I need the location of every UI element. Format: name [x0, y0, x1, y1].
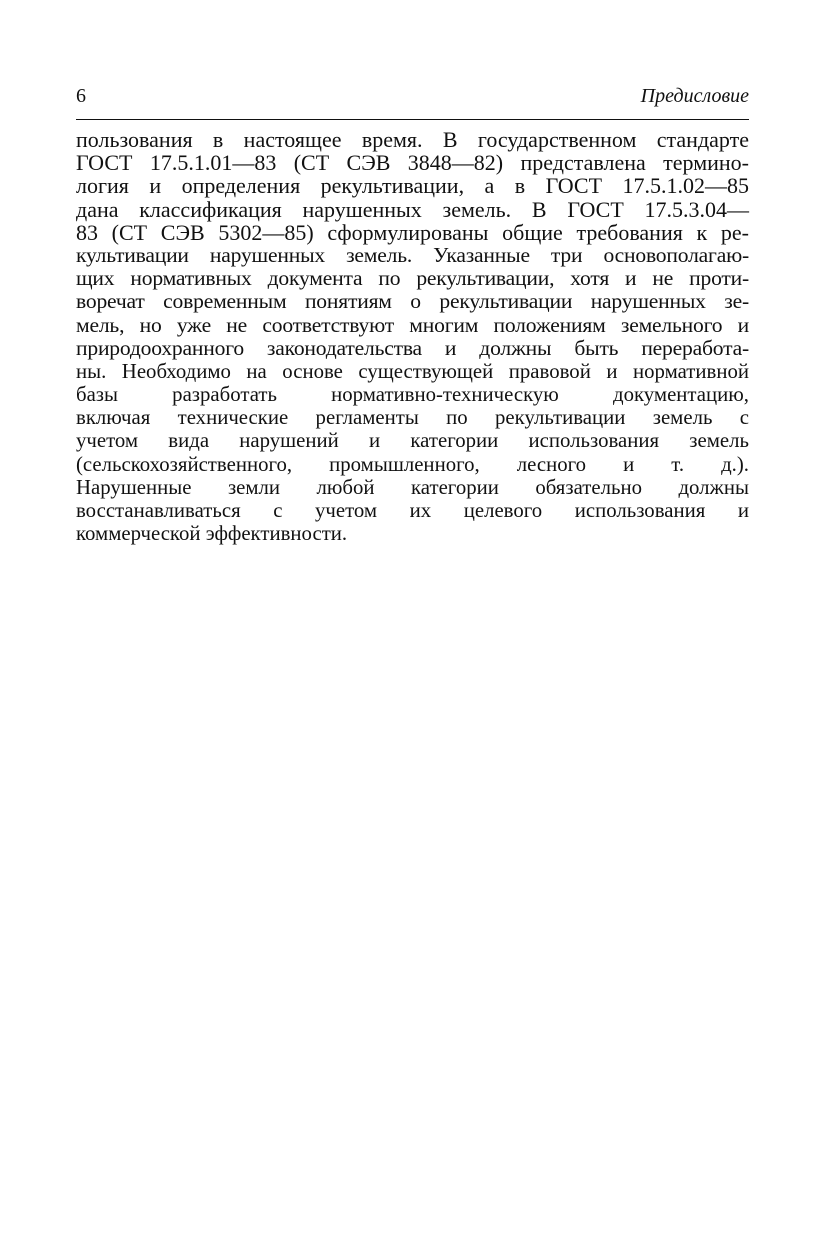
page-number: 6	[76, 85, 86, 107]
text-line: дана классификация нарушенных земель. В ГОСТ 17.5.3.04—	[76, 196, 749, 222]
text-line: 83 (СТ СЭВ 5302—85) сформулированы общие требования к ре-	[76, 219, 749, 245]
text-line: пользования в настоящее время. В государственном стандарте	[76, 127, 749, 152]
text-line: учетом вида нарушений и категории использования земель	[76, 429, 749, 453]
text-line: включая технические регламенты по рекультивации земель с	[76, 406, 749, 430]
text-line: культивации нарушенных земель. Указанные три основополагаю-	[76, 242, 749, 267]
header-rule	[76, 119, 749, 120]
text-line: логия и определения рекультивации, а в ГОСТ 17.5.1.02—85	[76, 173, 749, 199]
text-line: ГОСТ 17.5.1.01—83 (СТ СЭВ 3848—82) представлена термино-	[76, 150, 749, 176]
text-line: воречат современным понятиям о рекультивации нарушенных зе-	[76, 289, 749, 314]
text-line: (сельскохозяйственного, промышленного, лесного и т. д.).	[76, 452, 749, 476]
page-header	[76, 82, 749, 112]
text-line: восстанавливаться с учетом их целевого использования и	[76, 499, 749, 522]
text-line: мель, но уже не соответствуют многим положениям земельного и	[76, 312, 749, 337]
body-paragraph	[76, 128, 749, 545]
text-line: коммерческой эффективности.	[76, 522, 348, 546]
text-line: щих нормативных документа по рекультивации, хотя и не проти-	[76, 266, 749, 291]
text-line: Нарушенные земли любой категории обязательно должны	[76, 475, 749, 499]
text-line: базы разработать нормативно-техническую документацию,	[76, 383, 749, 407]
running-title: Предисловие	[640, 85, 749, 107]
text-line: ны. Необходимо на основе существующей правовой и нормативной	[76, 359, 749, 383]
text-line: природоохранного законодательства и должны быть переработа-	[76, 335, 749, 360]
